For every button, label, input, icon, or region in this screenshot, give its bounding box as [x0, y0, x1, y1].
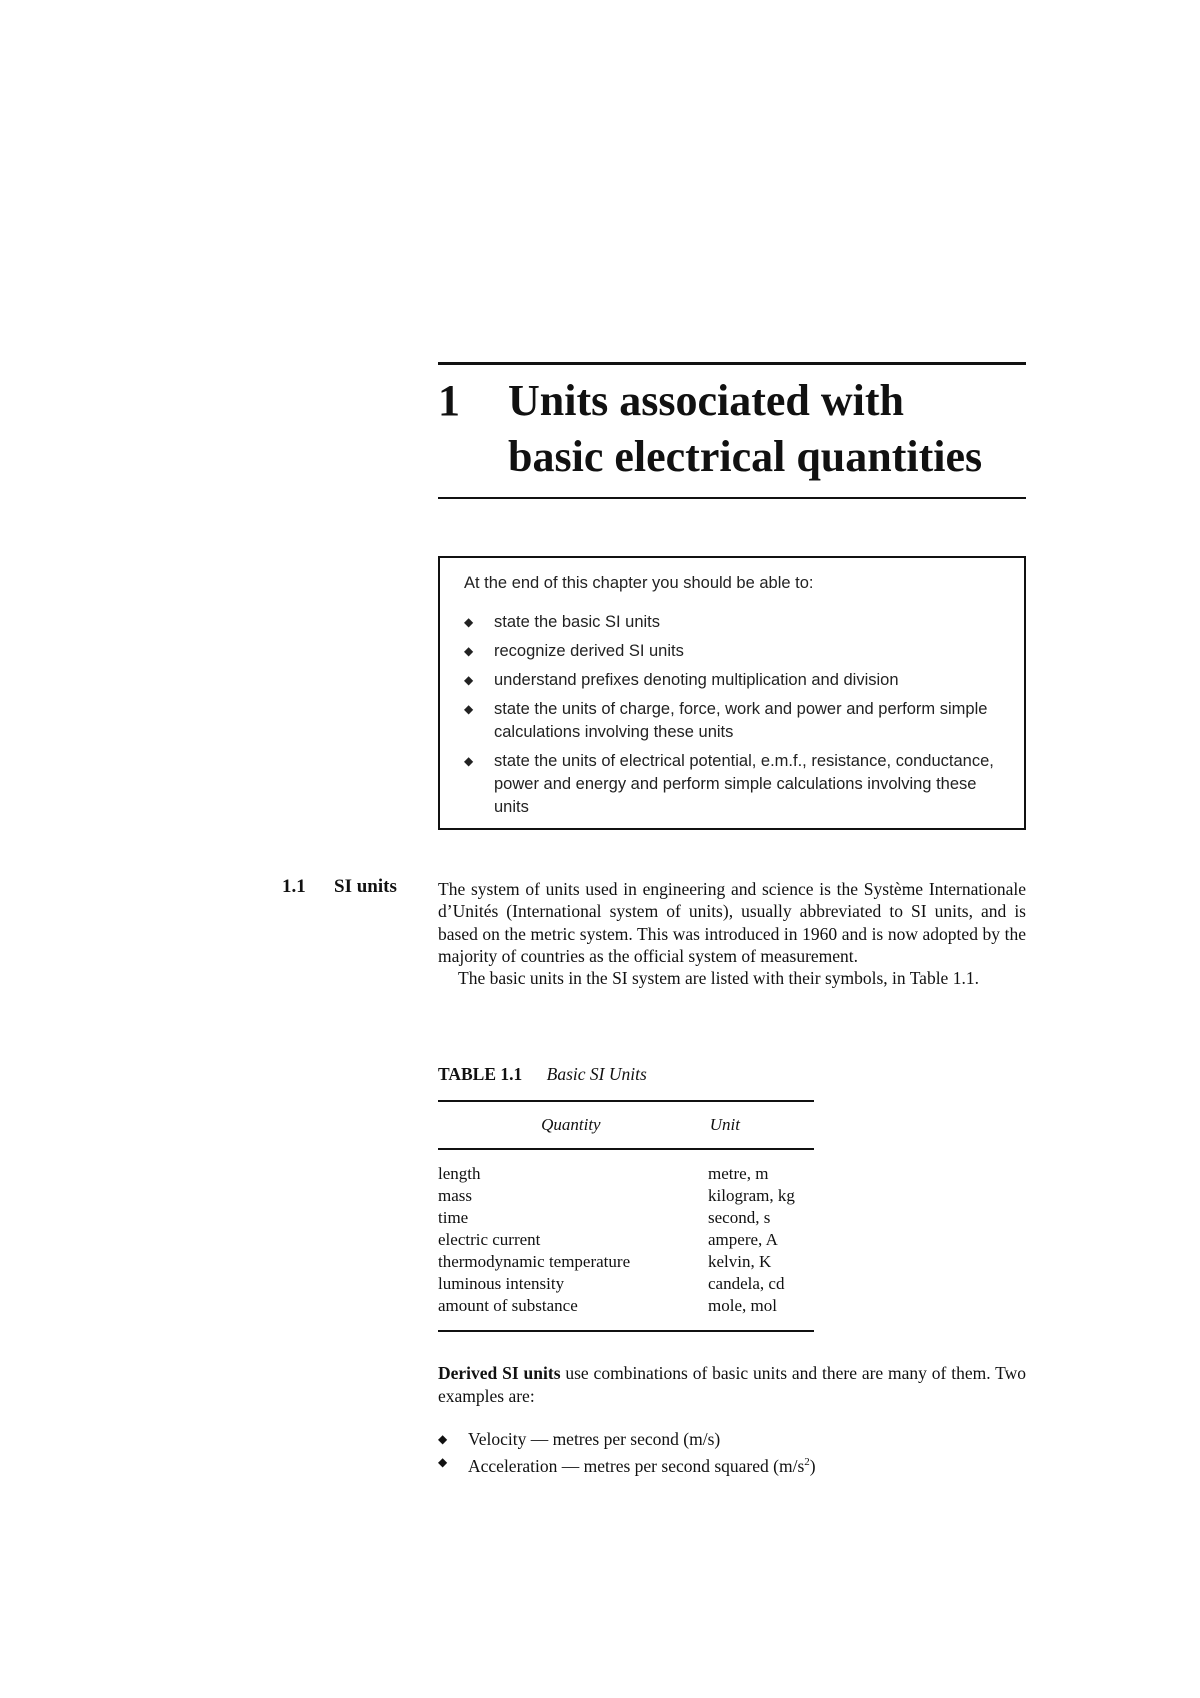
- table-row: [438, 1163, 814, 1185]
- bullet-icon: ◆: [438, 1432, 448, 1446]
- table-row: [438, 1207, 814, 1229]
- objective-item: [464, 611, 1000, 634]
- objective-item: [464, 640, 1000, 663]
- column-header-quantity: Quantity: [541, 1115, 601, 1134]
- objectives-list: [464, 611, 1000, 819]
- basic-si-units-table: [438, 1100, 814, 1332]
- section-body: [438, 878, 1026, 989]
- table-row: [438, 1185, 814, 1207]
- objective-text: understand prefixes denoting multiplication and division: [494, 671, 899, 689]
- example-text: Acceleration — metres per second squared (m/s: [468, 1455, 805, 1476]
- objective-text: state the basic SI units: [494, 613, 661, 631]
- table-body: [438, 1150, 814, 1330]
- list-item: [438, 1428, 816, 1451]
- cell-unit: mole, mol: [708, 1296, 777, 1315]
- cell-unit: candela, cd: [708, 1274, 785, 1293]
- cell-quantity: mass: [438, 1186, 472, 1205]
- objective-item: [464, 669, 1000, 692]
- bullet-icon: ◆: [464, 615, 474, 629]
- column-header-unit: Unit: [709, 1115, 740, 1134]
- objective-item: [464, 750, 1000, 819]
- cell-quantity: thermodynamic temperature: [438, 1252, 631, 1271]
- objective-text: state the units of electrical potential, e.m.f., resistance, conductance, power and energy and perform simple calculations involving these units: [494, 752, 994, 816]
- cell-quantity: amount of substance: [438, 1296, 578, 1315]
- cell-quantity: length: [438, 1164, 481, 1183]
- cell-unit: second, s: [708, 1208, 771, 1227]
- table-row: [438, 1229, 814, 1251]
- table-row: [438, 1251, 814, 1273]
- section-number: 1.1: [282, 876, 306, 897]
- cell-unit: metre, m: [708, 1164, 769, 1183]
- paragraph: The basic units in the SI system are listed with their symbols, in Table 1.1.: [458, 968, 979, 989]
- paragraph: The system of units used in engineering and science is the Système Internationale d’Unités (International system of units), usually abbreviated to SI units, and is based on the metric system. This was introduced in 1960 and is now adopted by the majority of countries as the official system of measurement.: [438, 879, 1026, 966]
- section-title: SI units: [334, 876, 397, 897]
- bullet-icon: ◆: [464, 673, 474, 687]
- chapter-title-line-1: Units associated with: [508, 376, 905, 425]
- bullet-icon: ◆: [464, 644, 474, 658]
- list-item: [438, 1451, 816, 1478]
- derived-units-text: use combinations of basic units and there are many of them. Two examples are:: [438, 1363, 1026, 1406]
- derived-units-paragraph: [438, 1362, 1026, 1408]
- cell-unit: kelvin, K: [708, 1252, 772, 1271]
- derived-units-term: Derived SI units: [438, 1363, 561, 1383]
- bullet-icon: ◆: [464, 754, 474, 768]
- cell-quantity: electric current: [438, 1230, 541, 1249]
- example-text: Velocity — metres per second (m/s): [468, 1429, 721, 1449]
- chapter-heading: [438, 362, 1026, 499]
- cell-quantity: luminous intensity: [438, 1274, 565, 1293]
- cell-unit: kilogram, kg: [708, 1186, 795, 1205]
- table-label: TABLE 1.1: [438, 1064, 523, 1084]
- cell-unit: ampere, A: [708, 1230, 778, 1249]
- chapter-title-line-2: basic electrical quantities: [508, 432, 983, 481]
- table-header: [438, 1102, 814, 1150]
- bullet-icon: ◆: [464, 702, 474, 716]
- closing-paren: ): [809, 1455, 816, 1476]
- objective-text: state the units of charge, force, work and power and perform simple calculations involving these units: [494, 700, 988, 741]
- objective-item: [464, 698, 1000, 744]
- objective-text: recognize derived SI units: [494, 642, 684, 660]
- chapter-number: 1: [438, 376, 460, 425]
- superscript: 2: [804, 1456, 810, 1468]
- table-name: Basic SI Units: [546, 1064, 647, 1084]
- objectives-intro: At the end of this chapter you should be able to:: [464, 574, 814, 592]
- bullet-icon: ◆: [438, 1455, 448, 1469]
- table-row: [438, 1273, 814, 1295]
- table-row: [438, 1295, 814, 1317]
- derived-units-examples: [438, 1428, 816, 1478]
- cell-quantity: time: [438, 1208, 469, 1227]
- learning-objectives-box: [438, 556, 1026, 830]
- table-caption: [438, 1064, 647, 1085]
